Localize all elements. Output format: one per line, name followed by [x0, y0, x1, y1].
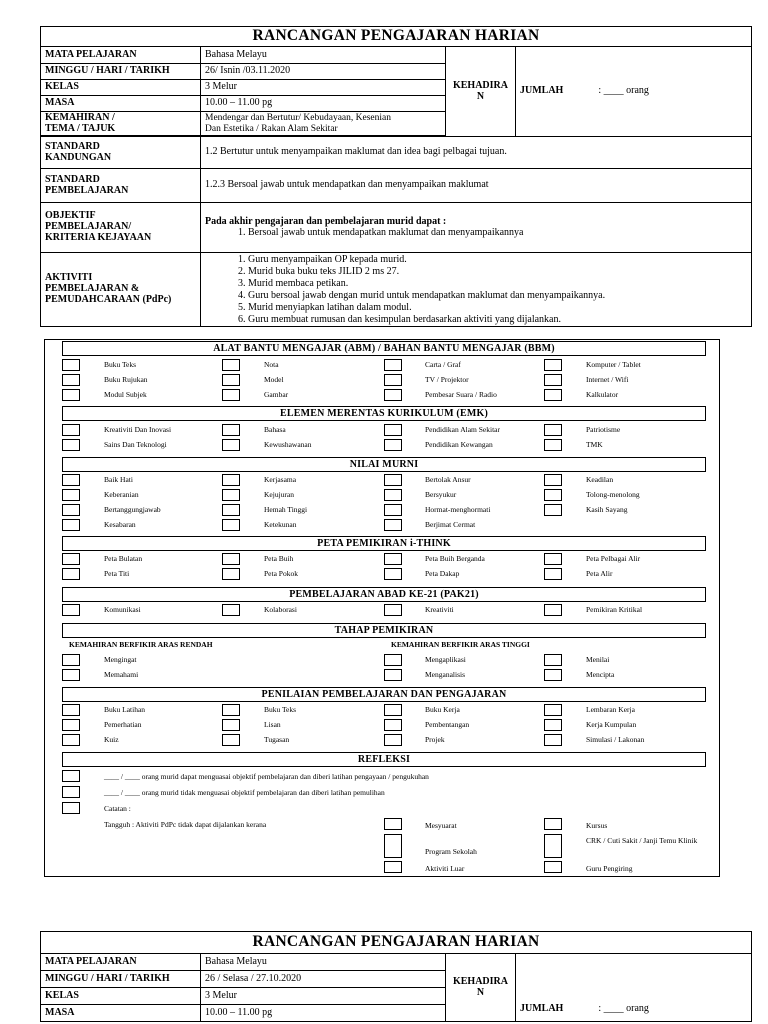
checkbox-label: Carta / Graf [425, 360, 461, 369]
checkbox-label: Peta Pokok [264, 569, 298, 578]
checkbox[interactable] [544, 568, 562, 580]
section-header: NILAI MURNI [62, 457, 706, 472]
section-header: TAHAP PEMIKIRAN [62, 623, 706, 638]
rph2-label-mata-pelajaran: MATA PELAJARAN [41, 954, 201, 971]
checkbox[interactable] [222, 504, 240, 516]
checkbox-label: Tugasan [264, 735, 290, 744]
checkbox-label: Hormat-menghormati [425, 505, 491, 514]
label-akt-line1: AKTIVITI [45, 272, 93, 284]
checkbox-label: Kreativiti Dan Inovasi [104, 425, 172, 434]
checkbox[interactable] [384, 818, 402, 830]
checkbox[interactable] [384, 568, 402, 580]
checkbox-label: Kesabaran [104, 520, 136, 529]
checkbox[interactable] [222, 359, 240, 371]
checkbox[interactable] [544, 374, 562, 386]
checkbox[interactable] [544, 654, 562, 666]
reason-label: Guru Pengiring [586, 864, 633, 873]
label-obj-line2: PEMBELAJARAN/ [45, 221, 132, 233]
checkbox[interactable] [544, 734, 562, 746]
checkbox-label: Modul Subjek [104, 390, 147, 399]
checkbox[interactable] [384, 389, 402, 401]
checkbox[interactable] [62, 359, 80, 371]
checkbox-label: Tolong-menolong [586, 490, 640, 499]
checkbox-label: Peta Alir [586, 569, 613, 578]
checkbox-label: Mengaplikasi [425, 655, 466, 664]
checkbox[interactable] [544, 359, 562, 371]
checkbox[interactable] [384, 374, 402, 386]
section-header: REFLEKSI [62, 752, 706, 767]
aktiviti-item: 3. Murid membaca petikan. [248, 278, 747, 290]
checkbox-label: Pendidikan Kewangan [425, 440, 493, 449]
label-sp-line2: PEMBELAJARAN [45, 184, 129, 196]
checkbox[interactable] [62, 519, 80, 531]
reason-label: CRK / Cuti Sakit / Janji Temu Klinik [586, 836, 698, 845]
checkbox[interactable] [384, 861, 402, 873]
checkbox[interactable] [62, 474, 80, 486]
reason-label: Aktiviti Luar [425, 864, 465, 873]
rph-table-2 [40, 931, 752, 1022]
checkbox-label: Nota [264, 360, 279, 369]
rph2-value-kelas: 3 Melur [201, 988, 446, 1005]
checkbox[interactable] [384, 704, 402, 716]
jumlah-label: JUMLAH [520, 85, 564, 97]
checkbox-label: Berjimat Cermat [425, 520, 476, 529]
label-kemahiran [41, 112, 201, 136]
checkbox-label: Projek [425, 735, 445, 744]
checkbox[interactable] [62, 604, 80, 616]
value-minggu: 26/ Isnin /03.11.2020 [201, 64, 446, 80]
label-standard-kandungan [41, 137, 201, 169]
label-objektif [41, 203, 201, 253]
label-kelas: KELAS [41, 80, 201, 96]
aktiviti-item: 4. Guru bersoal jawab dengan murid untuk mendapatkan maklumat dan menyampaikannya. [248, 290, 747, 302]
value-masa: 10.00 – 11.00 pg [201, 96, 446, 112]
checkbox[interactable] [222, 439, 240, 451]
checkbox[interactable] [62, 489, 80, 501]
checkbox[interactable] [544, 553, 562, 565]
refleksi-line: ____ / ____ orang murid dapat menguasai objektif pembelajaran dan diberi latihan pengayaan / pengukuhan [104, 772, 429, 781]
label-akt-line2: PEMBELAJARAN & [45, 283, 140, 295]
label-akt-line3: PEMUDAHCARAAN (PdPc) [45, 293, 172, 305]
reason-label: Program Sekolah [425, 847, 477, 856]
aktiviti-item: 1. Guru menyampaikan OP kepada murid. [248, 254, 747, 266]
rph2-jumlah-value: : ____ orang [598, 1003, 649, 1015]
checkbox-label: Bertolak Ansur [425, 475, 471, 484]
checkbox[interactable] [384, 489, 402, 501]
checkbox-label: Kerja Kumpulan [586, 720, 637, 729]
checkbox[interactable] [544, 389, 562, 401]
rph2-title: RANCANGAN PENGAJARAN HARIAN [41, 932, 752, 954]
rph-table-1 [40, 26, 752, 327]
checkbox-label: Buku Latihan [104, 705, 146, 714]
kehadiran-line1: KEHADIRA [452, 79, 508, 91]
checkbox[interactable] [544, 719, 562, 731]
reason-label: Kursus [586, 821, 608, 830]
checkbox-label: Kejujuran [264, 490, 294, 499]
checkbox[interactable] [222, 719, 240, 731]
jumlah-cell [516, 47, 752, 137]
checkbox-label: TMK [586, 440, 603, 449]
checkbox-label: Komunikasi [104, 605, 141, 614]
checkbox-label: Menilai [586, 655, 610, 664]
checkbox[interactable] [384, 654, 402, 666]
label-sk-line1: STANDARD [45, 140, 100, 152]
checkbox[interactable] [222, 519, 240, 531]
checkbox[interactable] [384, 504, 402, 516]
checkbox[interactable] [62, 553, 80, 565]
aktiviti-list [205, 254, 747, 326]
checkbox-label: Sains Dan Teknologi [104, 440, 167, 449]
aktiviti-item: 6. Guru membuat rumusan dan kesimpulan berdasarkan aktiviti yang dijalankan. [248, 314, 747, 326]
checkbox[interactable] [62, 568, 80, 580]
checkbox[interactable] [544, 834, 562, 858]
checkbox[interactable] [62, 770, 80, 782]
rph2-value-minggu: 26 / Selasa / 27.10.2020 [201, 971, 446, 988]
checkbox-label: Gambar [264, 390, 289, 399]
reason-label: Mesyuarat [425, 821, 457, 830]
checkbox[interactable] [62, 424, 80, 436]
checkbox[interactable] [384, 553, 402, 565]
objektif-intro: Pada akhir pengajaran dan pembelajaran murid dapat : [205, 216, 447, 227]
checkbox[interactable] [62, 734, 80, 746]
checkbox[interactable] [222, 489, 240, 501]
label-masa: MASA [41, 96, 201, 112]
checkbox[interactable] [222, 424, 240, 436]
checkbox[interactable] [544, 439, 562, 451]
section-header: ELEMEN MERENTAS KURIKULUM (EMK) [62, 406, 706, 421]
checkbox[interactable] [384, 734, 402, 746]
rph2-label-kelas: KELAS [41, 988, 201, 1005]
checkbox-label: Kreativiti [425, 605, 454, 614]
label-aktiviti [41, 253, 201, 327]
rph2-jumlah-cell [516, 954, 752, 1022]
objektif-item: 1. Bersoal jawab untuk mendapatkan maklumat dan menyampaikannya [248, 228, 747, 238]
checkbox[interactable] [384, 424, 402, 436]
rph2-label-minggu: MINGGU / HARI / TARIKH [41, 971, 201, 988]
checkbox[interactable] [544, 818, 562, 830]
checkbox[interactable] [222, 734, 240, 746]
checkbox-label: Baik Hati [104, 475, 133, 484]
checkbox[interactable] [62, 504, 80, 516]
checkbox[interactable] [384, 669, 402, 681]
checkbox[interactable] [544, 861, 562, 873]
checkbox[interactable] [62, 439, 80, 451]
checkbox-label: Mengingat [104, 655, 137, 664]
tangguh-label: Tangguh : Aktiviti PdPc tidak dapat dijalankan kerana [104, 820, 267, 829]
checkbox-label: Bahasa [264, 425, 286, 434]
label-sk-line2: KANDUNGAN [45, 151, 112, 163]
checkbox-label: Peta Titi [104, 569, 130, 578]
subheader-aras-tinggi: KEMAHIRAN BERFIKIR ARAS TINGGI [391, 640, 530, 649]
checkbox-label: Peta Bulatan [104, 554, 143, 563]
checkbox-label: Pemikiran Kritikal [586, 605, 643, 614]
checkbox[interactable] [384, 359, 402, 371]
checkbox[interactable] [62, 704, 80, 716]
rph2-value-mata-pelajaran: Bahasa Melayu [201, 954, 446, 971]
rph-title: RANCANGAN PENGAJARAN HARIAN [41, 27, 752, 47]
checkbox-label: Buku Rujukan [104, 375, 148, 384]
checkbox-label: Memahami [104, 670, 139, 679]
label-sp-line1: STANDARD [45, 173, 100, 185]
checkbox-label: Hemah Tinggi [264, 505, 308, 514]
value-mata-pelajaran: Bahasa Melayu [201, 47, 446, 64]
checkbox[interactable] [544, 424, 562, 436]
objektif-list [205, 228, 747, 238]
value-kemahiran-line1: Mendengar dan Bertutur/ Kebudayaan, Kesenian [205, 113, 391, 124]
label-obj-line3: KRITERIA KEJAYAAN [45, 231, 152, 243]
checkbox[interactable] [222, 474, 240, 486]
checkbox[interactable] [384, 719, 402, 731]
checkbox[interactable] [384, 439, 402, 451]
value-standard-pembelajaran: 1.2.3 Bersoal jawab untuk mendapatkan dan menyampaikan maklumat [201, 169, 752, 203]
checkbox-label: Kewushawanan [264, 440, 312, 449]
checkbox[interactable] [62, 802, 80, 814]
checkbox[interactable] [544, 489, 562, 501]
checkbox-label: Pendidikan Alam Sekitar [425, 425, 500, 434]
checkbox[interactable] [384, 604, 402, 616]
label-kemahiran-line1: KEMAHIRAN / [45, 111, 115, 123]
checkbox[interactable] [544, 504, 562, 516]
checkbox[interactable] [544, 669, 562, 681]
rph2-value-masa: 10.00 – 11.00 pg [201, 1005, 446, 1022]
checkbox[interactable] [544, 474, 562, 486]
checkbox-label: Ketekunan [264, 520, 297, 529]
checkbox-label: Peta Buih [264, 554, 294, 563]
checkbox[interactable] [62, 786, 80, 798]
checkbox[interactable] [222, 704, 240, 716]
checkbox[interactable] [384, 519, 402, 531]
aktiviti-item: 2. Murid buka buku teks JILID 2 ms 27. [248, 266, 747, 278]
checkbox-label: Buku Kerja [425, 705, 460, 714]
checkbox-label: Menganalisis [425, 670, 465, 679]
checkbox-label: Buku Teks [104, 360, 137, 369]
rph2-jumlah-label: JUMLAH [520, 1003, 564, 1015]
checkbox-label: Bersyukur [425, 490, 457, 499]
checkbox-label: Kasih Sayang [586, 505, 628, 514]
checkbox-label: Bertanggungjawab [104, 505, 161, 514]
rph2-kehadiran-line2: N [476, 986, 485, 998]
checkbox-label: Pembentangan [425, 720, 470, 729]
section-header: PEMBELAJARAN ABAD KE-21 (PAK21) [62, 587, 706, 602]
checkbox[interactable] [222, 604, 240, 616]
value-aktiviti [201, 253, 752, 327]
checkbox[interactable] [62, 719, 80, 731]
checkbox[interactable] [62, 389, 80, 401]
label-obj-line1: OBJEKTIF [45, 210, 96, 222]
checkbox-label: Kolaborasi [264, 605, 297, 614]
checkbox-label: Model [264, 375, 284, 384]
checkbox-label: Pemerhatian [104, 720, 142, 729]
label-standard-pembelajaran [41, 169, 201, 203]
label-kemahiran-line2: TEMA / TAJUK [45, 122, 116, 134]
checkbox-label: Patriotisme [586, 425, 621, 434]
checkbox-label: Simulasi / Lakonan [586, 735, 645, 744]
checkbox-label: Pembesar Suara / Radio [425, 390, 497, 399]
subheader-aras-rendah: KEMAHIRAN BERFIKIR ARAS RENDAH [69, 640, 213, 649]
checkbox[interactable] [544, 704, 562, 716]
checkbox[interactable] [222, 568, 240, 580]
value-kemahiran-line2: Dan Estetika / Rakan Alam Sekitar [205, 123, 338, 134]
checkbox-label: Mencipta [586, 670, 615, 679]
checkbox-label: Lembaran Kerja [586, 705, 635, 714]
label-mata-pelajaran: MATA PELAJARAN [41, 47, 201, 64]
checkbox-label: Kerjasama [264, 475, 297, 484]
refleksi-line: ____ / ____ orang murid tidak menguasai objektif pembelajaran dan diberi latihan pemulihan [104, 788, 385, 797]
checkbox[interactable] [384, 474, 402, 486]
value-kemahiran [201, 112, 446, 136]
rph2-label-masa: MASA [41, 1005, 201, 1022]
checkbox-label: Peta Buih Berganda [425, 554, 485, 563]
checkbox[interactable] [62, 669, 80, 681]
checkbox-label: Internet / Wifi [586, 375, 629, 384]
checkbox-label: Keberanian [104, 490, 139, 499]
checkbox[interactable] [62, 374, 80, 386]
value-objektif [201, 203, 752, 253]
checkbox[interactable] [222, 389, 240, 401]
checkbox-label: Buku Teks [264, 705, 297, 714]
checkbox-label: Kuiz [104, 735, 119, 744]
section-header: PENILAIAN PEMBELAJARAN DAN PENGAJARAN [62, 687, 706, 702]
rph2-kehadiran-line1: KEHADIRA [452, 975, 508, 987]
checkbox-label: Peta Pelbagai Alir [586, 554, 641, 563]
section-header: ALAT BANTU MENGAJAR (ABM) / BAHAN BANTU MENGAJAR (BBM) [62, 341, 706, 356]
kehadiran-label [446, 47, 516, 137]
jumlah-value: : ____ orang [598, 85, 649, 97]
checkbox-label: Lisan [264, 720, 281, 729]
checkbox-label: Keadilan [586, 475, 614, 484]
checkbox-label: TV / Projektor [425, 375, 469, 384]
aktiviti-item: 5. Murid menyiapkan latihan dalam modul. [248, 302, 747, 314]
value-kelas: 3 Melur [201, 80, 446, 96]
value-standard-kandungan: 1.2 Bertutur untuk menyampaikan maklumat dan idea bagi pelbagai tujuan. [201, 137, 752, 169]
checkbox-label: Komputer / Tablet [586, 360, 641, 369]
checkbox-label: Peta Dakap [425, 569, 460, 578]
checkbox-label: Kalkulator [586, 390, 619, 399]
checkbox[interactable] [544, 604, 562, 616]
section-header: PETA PEMIKIRAN i-THINK [62, 536, 706, 551]
checkbox[interactable] [222, 553, 240, 565]
checkbox[interactable] [62, 654, 80, 666]
kehadiran-line2: N [476, 90, 485, 102]
checkbox[interactable] [384, 834, 402, 858]
catatan-label: Catatan : [104, 804, 131, 813]
label-minggu: MINGGU / HARI / TARIKH [41, 64, 201, 80]
checkbox[interactable] [222, 374, 240, 386]
rph2-kehadiran-label [446, 954, 516, 1022]
